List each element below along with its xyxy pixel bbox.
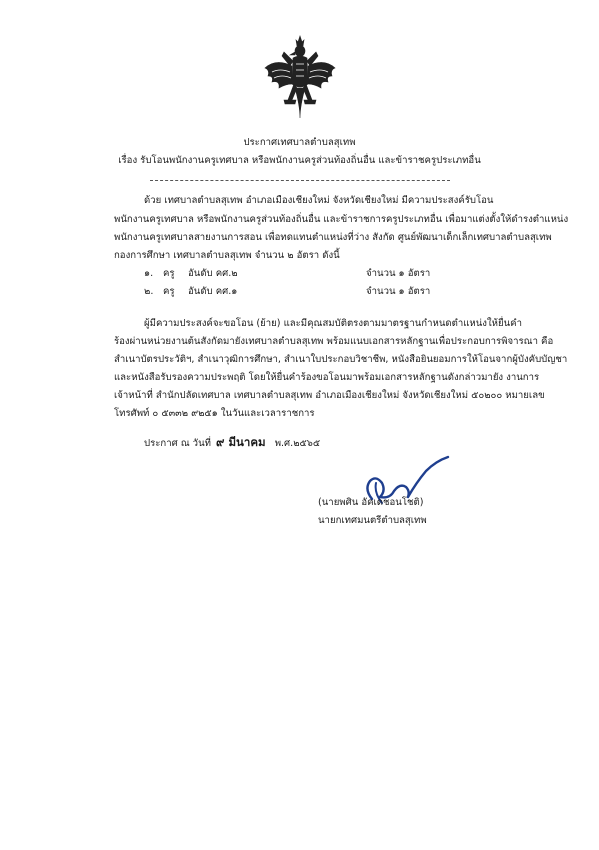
paragraph-1-line-1: ด้วย เทศบาลตำบลสุเทพ อำเภอเมืองเชียงใหม่ จังหวัดเชียงใหม่ มีความประสงค์รับโอน — [144, 195, 494, 206]
position-count: จำนวน ๑ อัตรา — [366, 286, 431, 297]
position-number: ๑. — [144, 268, 154, 279]
paragraph-2-line-6: โทรศัพท์ ๐ ๕๓๓๒ ๙๒๕๑ ในวันและเวลาราชการ — [114, 408, 315, 419]
announcement-org: ประกาศเทศบาลตำบลสุเทพ — [243, 137, 356, 148]
paragraph-2-line-5: เจ้าหน้าที่ สำนักปลัดเทศบาล เทศบาลตำบลสุเทพ อำเภอเมืองเชียงใหม่ จังหวัดเชียงใหม่ ๕๐๒๐๐ หมายเลข — [114, 390, 545, 401]
handwritten-date: ๙ มีนาคม — [216, 435, 266, 449]
paragraph-1-line-4: กองการศึกษา เทศบาลตำบลสุเทพ จำนวน ๒ อัตรา ดังนี้ — [114, 250, 340, 261]
announce-prefix: ประกาศ ณ วันที่ — [144, 438, 211, 449]
position-number: ๒. — [144, 286, 154, 297]
position-count: จำนวน ๑ อัตรา — [366, 268, 431, 279]
position-title: ครู — [163, 286, 175, 297]
announce-date-line — [144, 436, 320, 450]
position-grade: อันดับ คศ.๒ — [188, 268, 238, 279]
paragraph-1-line-3: พนักงานครูเทศบาลสายงานการสอน เพื่อทดแทนตำแหน่งที่ว่าง สังกัด ศูนย์พัฒนาเด็กเล็กเทศบาลตำบลสุเทพ — [114, 232, 552, 243]
position-grade: อันดับ คศ.๑ — [188, 286, 238, 297]
paragraph-2-line-4: และหนังสือรับรองความประพฤติ โดยให้ยื่นคำร้องขอโอนมาพร้อมเอกสารหลักฐานดังกล่าวมายัง งานการ — [114, 372, 540, 383]
header-divider — [150, 180, 450, 181]
announcement-subject: เรื่อง รับโอนพนักงานครูเทศบาล หรือพนักงานครูส่วนท้องถิ่นอื่น และข้าราชครูประเภทอื่น — [118, 155, 481, 166]
announce-year: พ.ศ.๒๕๖๕ — [274, 438, 321, 449]
paragraph-2-line-3: สำเนาบัตรประวัติฯ, สำเนาวุฒิการศึกษา, สำเนาใบประกอบวิชาชีพ, หนังสือยินยอมการให้โอนจากผู้บังคับบัญชา — [114, 354, 568, 365]
paragraph-1-line-2: พนักงานครูเทศบาล หรือพนักงานครูส่วนท้องถิ่นอื่น และข้าราชการครูประเภทอื่น เพื่อมาแต่งตั้งให้ดำรงตำแหน่ง — [114, 214, 569, 225]
paragraph-2-line-2: ร้องผ่านหน่วยงานต้นสังกัดมายังเทศบาลตำบลสุเทพ พร้อมแนบเอกสารหลักฐานเพื่อประกอบการพิจารณา คือ — [114, 336, 554, 347]
position-title: ครู — [163, 268, 175, 279]
paragraph-2-line-1: ผู้มีความประสงค์จะขอโอน (ย้าย) และมีคุณสมบัติตรงตามมาตรฐานกำหนดตำแหน่งให้ยื่นคำ — [144, 318, 522, 329]
signatory-position: นายกเทศมนตรีตำบลสุเทพ — [318, 515, 427, 526]
signatory-name: (นายพศิน อัคเดชอนโชติ) — [318, 497, 424, 508]
garuda-emblem-icon — [262, 34, 338, 122]
